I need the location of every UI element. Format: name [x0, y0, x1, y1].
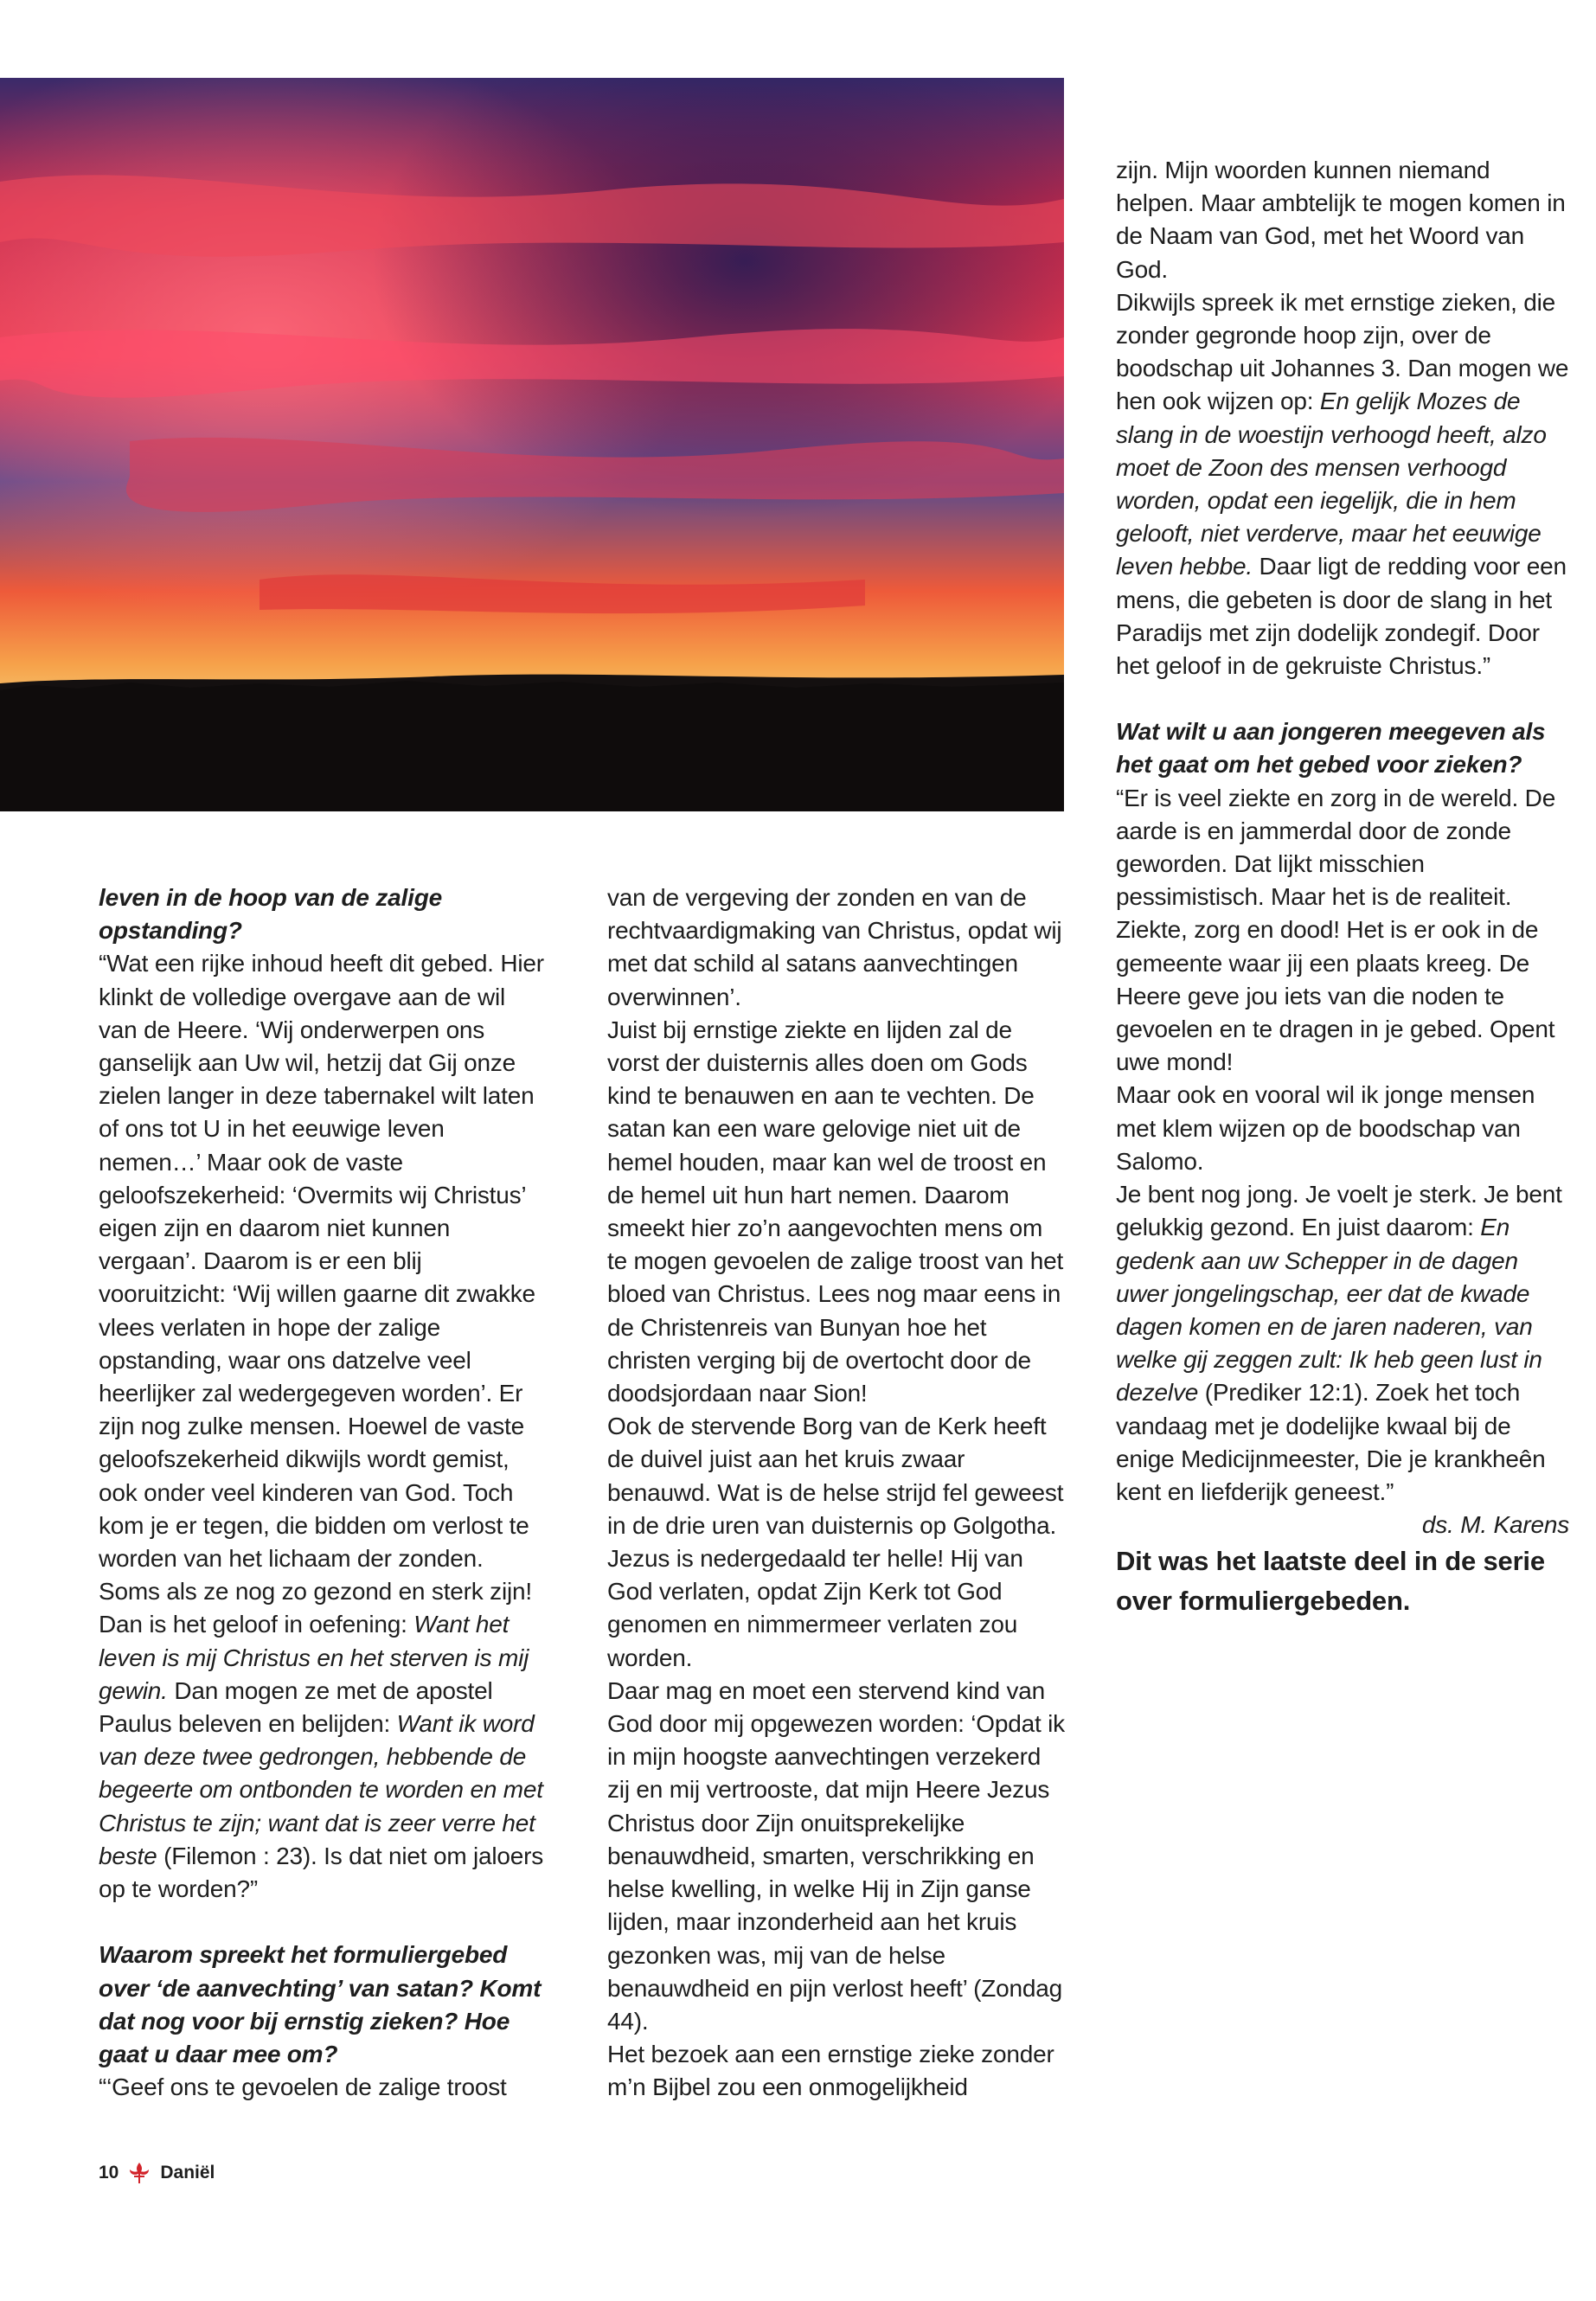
column-2 [607, 881, 1066, 2105]
magazine-name: Daniël [160, 2163, 215, 2182]
column-1 [99, 881, 548, 2104]
question-1: leven in de hoop van de zalige opstanding? [99, 884, 442, 945]
sunset-photo-icon [0, 78, 1064, 811]
paragraph: Dikwijls spreek ik met ernstige zieken, die zonder gegronde hoop zijn, over de boodschap uit Johannes 3. Dan mogen we hen ook wijzen op: En gelijk Mozes de slang in de woestijn verhoogd heeft, alzo moet de Zoon des mensen verhoogd worden, opdat een iegelijk, die in hem gelooft, niet verderve, maar het eeuwige leven hebbe. Daar ligt de redding voor een mens, die gebeten is door de slang in het Paradijs met zijn dodelijk zondegif. Door het geloof in de gekruiste Christus.” [1116, 288, 1569, 680]
question-3: Wat wilt u aan jongeren meegeven als het gaat om het gebed voor zieken? [1116, 718, 1546, 779]
paragraph: Ook de stervende Borg van de Kerk heeft de duivel juist aan het kruis zwaar benauwd. Wat is de helse strijd fel geweest in de drie uren van duisternis op Golgotha. Jezus is nedergedaald ter helle! Hij van God verlaten, opdat Zijn Kerk tot God genomen en nimmermeer verlaten zou worden. [607, 1413, 1064, 1671]
answer-2-start: “‘Geef ons te gevoelen de zalige troost [99, 2073, 507, 2101]
fleur-de-lis-icon [127, 2161, 151, 2185]
paragraph: Het bezoek aan een ernstige zieke zonder m’n Bijbel zou een onmogelijkheid [607, 2041, 1054, 2101]
paragraph: Juist bij ernstige ziekte en lijden zal de vorst der duisternis alles doen om Gods kind te benauwen en aan te vechten. De satan kan een ware gelovige niet uit de hemel houden, maar kan wel de troost en de hemel uit hun hart nemen. Daarom smeekt hier zo’n aangevochten mens om te mogen gevoelen de zalige troost van het bloed van Christus. Lees nog maar eens in de Christenreis van Bunyan hoe het christen verging bij de overtocht door de doodsjordaan naar Sion! [607, 1016, 1064, 1407]
sunset-photo [0, 78, 1064, 811]
author-signature: ds. M. Karens [1421, 1511, 1569, 1539]
paragraph: Je bent nog jong. Je voelt je sterk. Je bent gelukkig gezond. En juist daarom: En gedenk aan uw Schepper in de dagen uwer jongelingschap, eer dat de kwade dagen komen en de jaren naderen, van welke gij zeggen zult: Ik heb geen lust in dezelve (Prediker 12:1). Zoek het toch vandaag met je dodelijke kwaal bij de enige Medicijnmeester, Die je krankheên kent en liefderijk geneest.” [1116, 1181, 1562, 1505]
paragraph: Maar ook en vooral wil ik jonge mensen met klem wijzen op de boodschap van Salomo. [1116, 1081, 1535, 1175]
paragraph: zijn. Mijn woorden kunnen niemand helpen. Maar ambtelijk te mogen komen in de Naam van God, met het Woord van God. [1116, 157, 1566, 283]
paragraph: Daar mag en moet een stervend kind van God door mij opgewezen worden: ‘Opdat ik in mijn hoogste aanvechtingen verzekerd zij en mij vertrooste, dat mijn Heere Jezus Christus door Zijn onuitsprekelijke benauwdheid, smarten, verschrikking en helse kwelling, in welke Hij in Zijn ganse lijden, maar inzonderheid aan het kruis gezonken was, mij van de helse benauwdheid en pijn verlost heeft’ (Zondag 44). [607, 1676, 1065, 2035]
column-3 [1116, 154, 1569, 1621]
question-2: Waarom spreekt het formuliergebed over ‘de aanvechting’ van satan? Komt dat nog voor bij ernstig zieken? Hoe gaat u daar mee om? [99, 1941, 542, 2067]
paragraph: “Er is veel ziekte en zorg in de wereld. De aarde is en jammerdal door de zonde geworden. Dat lijkt misschien pessimistisch. Maar het is de realiteit. Ziekte, zorg en dood! Het is er ook in de gemeente waar jij een plaats kreeg. De Heere geve jou iets van die noden te gevoelen en te dragen in je gebed. Opent uwe mond! [1116, 784, 1556, 1076]
page-number: 10 [99, 2163, 119, 2182]
paragraph: van de vergeving der zonden en van de rechtvaardigmaking van Christus, opdat wij met dat schild al satans aanvechtingen overwinnen’. [607, 884, 1062, 1010]
page-footer [99, 2161, 215, 2185]
series-closing-note: Dit was het laatste deel in de serie over formuliergebeden. [1116, 1546, 1545, 1617]
answer-1: “Wat een rijke inhoud heeft dit gebed. Hier klinkt de volledige overgave aan de wil van de Heere. ‘Wij onderwerpen ons ganselijk aan Uw wil, hetzij dat Gij onze zielen langer in deze tabernakel wilt laten of ons tot U in het eeuwige leven nemen…’ Maar ook de vaste geloofszekerheid: ‘Overmits wij Christus’ eigen zijn en daarom niet kunnen vergaan’. Daarom is er een blij vooruitzicht: ‘Wij willen gaarne dit zwakke vlees verlaten in hope der zalige opstanding, waar ons datzelve veel heerlijker zal wedergegeven worden’. Er zijn nog zulke mensen. Hoewel de vaste geloofszekerheid dikwijls wordt gemist, ook onder veel kinderen van God. Toch kom je er tegen, die bidden om verlost te worden van het lichaam der zonden. Soms als ze nog zo gezond en sterk zijn! Dan is het geloof in oefening: Want het leven is mij Christus en het sterven is mij gewin. Dan mogen ze met de apostel Paulus beleven en belijden: Want ik word van deze twee gedrongen, hebbende de begeerte om ontbonden te worden en met Christus te zijn; want dat is zeer verre het beste (Filemon : 23). Is dat niet om jaloers op te worden?” [99, 950, 544, 1903]
